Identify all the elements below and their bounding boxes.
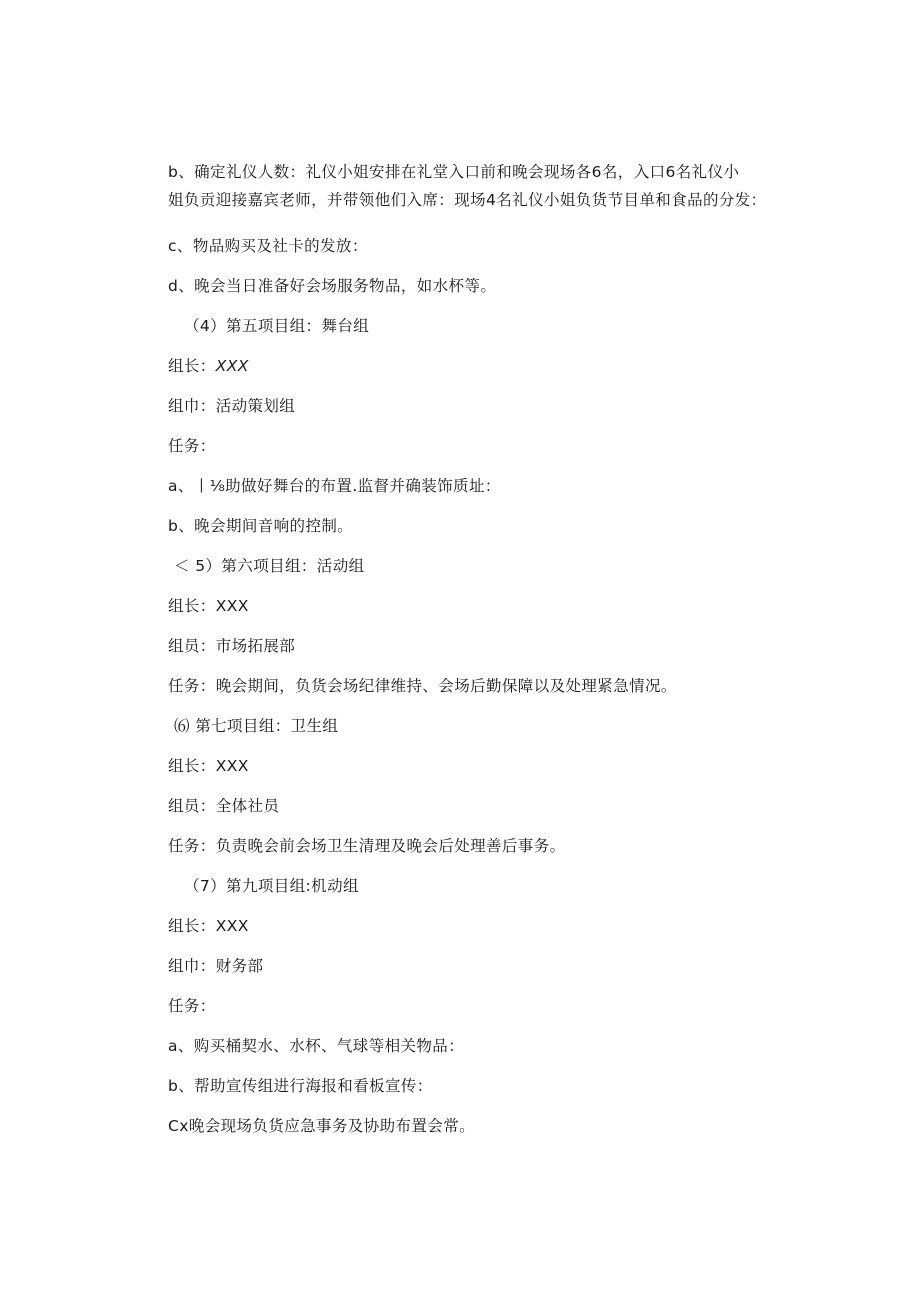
paragraph-line: 姐负贡迎接嘉宾老师，并带领他们入席：现场4名礼仪小姐负货节目单和食品的分发： [168, 191, 767, 209]
group7-member: 组巾：财务部 [168, 957, 264, 975]
group4-task-a: a、丨⅛助做好舞台的布置.监督并确装饰质址： [168, 477, 501, 495]
paragraph-line: b、确定礼仪人数：礼仪小姐安排在礼堂入口前和晚会现场各6名，入口6名礼仪小 [168, 163, 740, 181]
section-heading-group5: ＜ 5）第六项目组：活动组 [174, 557, 365, 575]
group7-task-b: b、帮助宣传组进行海报和看板宣传： [168, 1077, 433, 1095]
group5-leader: 组长：XXX [168, 597, 249, 615]
group4-leader-value: XXX [215, 357, 249, 375]
group5-task: 任务：晚会期间，负货会场纪律维持、会场后勤保障以及处理紧急情况。 [168, 677, 677, 695]
group4-task-label: 任务： [168, 437, 216, 455]
section-heading-group6: ⑹ 第七项目组：卫生组 [174, 717, 339, 735]
group7-task-c: Cx晚会现场负货应急事务及协助布置会常。 [168, 1117, 475, 1135]
group4-leader [168, 346, 788, 386]
group6-leader: 组长：XXX [168, 757, 249, 775]
list-item-d: d、晚会当日准备好会场服务物品，如水杯等。 [168, 277, 497, 295]
paragraph-etiquette-staff [168, 158, 778, 214]
group4-leader-label: 组长： [168, 357, 216, 375]
document-body [168, 158, 788, 1146]
list-item-c: c、物品购买及社卡的发放： [168, 237, 368, 255]
group7-leader: 组长：XXX [168, 917, 249, 935]
group4-task-b: b、晚会期间音响的控制。 [168, 517, 354, 535]
group7-task-label: 任务： [168, 997, 216, 1015]
group4-member: 组巾：活动策划组 [168, 397, 296, 415]
group7-task-a: a、购买桶契水、水杯、气球等相关物品： [168, 1037, 465, 1055]
section-heading-group4: （4）第五项目组：舞台组 [184, 317, 370, 335]
group6-task: 任务：负责晚会前会场卫生清理及晚会后处理善后事务。 [168, 837, 566, 855]
group6-member: 组员：全体社员 [168, 797, 280, 815]
section-heading-group7: （7）第九项目组:机动组 [184, 877, 359, 895]
group5-member: 组员：市场拓展部 [168, 637, 296, 655]
